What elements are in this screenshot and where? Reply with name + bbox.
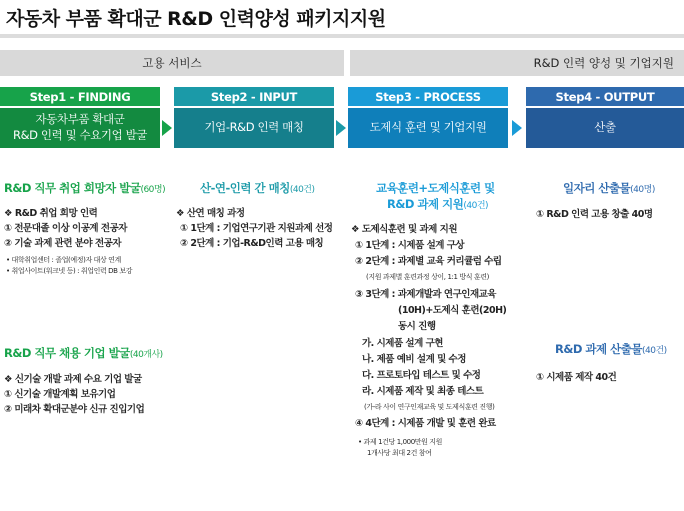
col3-stage3: ③ 3단계 : 과제개발과 연구인재교육 xyxy=(355,289,496,300)
col3-heading-count: (40건) xyxy=(463,201,489,211)
col1-sec2-item2: ② 미래차 확대군분야 신규 진입기업 xyxy=(4,404,145,415)
col1-sec1-bullet: ❖ R&D 취업 희망 인력 xyxy=(4,208,98,219)
arrow-right-icon xyxy=(336,120,346,136)
col4-heading-jobs-count: (40명) xyxy=(630,185,655,195)
col3-heading-line2 xyxy=(387,196,488,212)
step1-header: Step1 - FINDING xyxy=(0,87,160,106)
col4-heading-projects xyxy=(555,341,667,357)
step3-header: Step3 - PROCESS xyxy=(348,87,508,106)
col1-heading-applicants-text: R&D 직무 취업 희망자 발굴 xyxy=(4,181,141,195)
col3-bullet: ❖ 도제식훈련 및 과제 지원 xyxy=(351,224,458,235)
col1-sec2-bullet: ❖ 신기술 개발 과제 수요 기업 발굴 xyxy=(4,374,142,385)
col3-substep-note: (가-라 사이 연구인재교육 및 도제식훈련 진행) xyxy=(364,403,495,411)
col3-stage4: ④ 4단계 : 시제품 개발 및 훈련 완료 xyxy=(355,418,496,429)
col4-heading-projects-count: (40건) xyxy=(641,346,667,356)
col3-note-limit: 1개사당 최대 2건 참여 xyxy=(367,449,432,457)
col4-jobs-item1: ① R&D 인력 고용 창출 40명 xyxy=(536,209,653,220)
col1-sec2-item1: ① 신기술 개발계획 보유기업 xyxy=(4,389,116,400)
col1-sec1-note1: • 대학취업센터 : 졸업(예정)자 대상 연계 xyxy=(6,256,121,264)
col3-substep-ra: 라. 시제품 제작 및 최종 테스트 xyxy=(362,386,484,397)
col3-note-funding: • 과제 1건당 1,000만원 지원 xyxy=(358,438,443,446)
col2-item1: ① 1단계 : 기업연구기관 지원과제 선정 xyxy=(180,223,333,234)
col2-heading-matching-text: 산-연-인력 간 매칭 xyxy=(200,181,290,195)
step1-subtitle xyxy=(0,108,160,148)
band-employment-service: 고용 서비스 xyxy=(0,50,344,76)
col4-projects-item1: ① 시제품 제작 40건 xyxy=(536,372,617,383)
col2-item2: ② 2단계 : 기업-R&D인력 고용 매칭 xyxy=(180,238,324,249)
arrow-right-icon xyxy=(512,120,522,136)
arrow-right-icon xyxy=(162,120,172,136)
col1-heading-companies xyxy=(4,345,163,361)
col4-heading-jobs-text: 일자리 산출물 xyxy=(563,181,631,195)
col3-stage2-note: (지원 과제별 훈련과정 상이, 1:1 방식 훈련) xyxy=(366,273,489,281)
step3-subtitle xyxy=(348,108,508,148)
page-title: 자동차 부품 확대군 R&D 인력양성 패키지지원 xyxy=(6,8,386,30)
col4-heading-projects-text: R&D 과제 산출물 xyxy=(555,342,642,356)
col2-heading-matching xyxy=(200,180,315,196)
col3-stage2: ② 2단계 : 과제별 교육 커리큘럼 수립 xyxy=(355,256,502,267)
col3-substep-ga: 가. 시제품 설계 구현 xyxy=(362,338,443,349)
col3-stage3-line3: 동시 진행 xyxy=(398,321,436,332)
band-rnd-training: R&D 인력 양성 및 기업지원 xyxy=(350,50,684,76)
col3-heading-line2-text: R&D 과제 지원 xyxy=(387,197,464,211)
col3-stage3-line2: (10H)+도제식 훈련(20H) xyxy=(398,305,507,316)
col1-heading-companies-count: (40개사) xyxy=(129,350,163,360)
step2-subtitle-line1: 기업-R&D 인력 매칭 xyxy=(204,120,304,135)
col2-heading-matching-count: (40건) xyxy=(289,185,315,195)
col3-heading-line1: 교육훈련+도제식훈련 및 xyxy=(376,181,495,195)
col3-substep-da: 다. 프로토타입 테스트 및 수정 xyxy=(362,370,481,381)
step4-header: Step4 - OUTPUT xyxy=(526,87,684,106)
step2-header: Step2 - INPUT xyxy=(174,87,334,106)
title-underline xyxy=(0,34,684,38)
step1-subtitle-line2: R&D 인력 및 수요기업 발굴 xyxy=(12,128,147,142)
col1-sec1-item1: ① 전문대졸 이상 이공계 전공자 xyxy=(4,223,127,234)
step4-subtitle xyxy=(526,108,684,148)
step3-subtitle-line1: 도제식 훈련 및 기업지원 xyxy=(369,120,487,135)
col1-heading-companies-text: R&D 직무 채용 기업 발굴 xyxy=(4,346,130,360)
col3-substep-na: 나. 제품 예비 설계 및 수정 xyxy=(362,354,466,365)
col1-heading-applicants xyxy=(4,180,165,196)
step1-subtitle-line1: 자동차부품 확대군 xyxy=(35,112,125,127)
step4-subtitle-line1: 산출 xyxy=(594,120,616,135)
col1-heading-applicants-count: (60명) xyxy=(140,185,166,195)
col1-sec1-item2: ② 기술 과제 관련 분야 전공자 xyxy=(4,238,122,249)
step2-subtitle xyxy=(174,108,334,148)
col1-sec1-note2: • 취업사이트(워크넷 등) : 취업인력 DB 보강 xyxy=(6,267,133,275)
col3-stage1: ① 1단계 : 시제품 설계 구상 xyxy=(355,240,465,251)
col4-heading-jobs xyxy=(563,180,655,196)
col2-bullet: ❖ 산연 매칭 과정 xyxy=(176,208,245,219)
